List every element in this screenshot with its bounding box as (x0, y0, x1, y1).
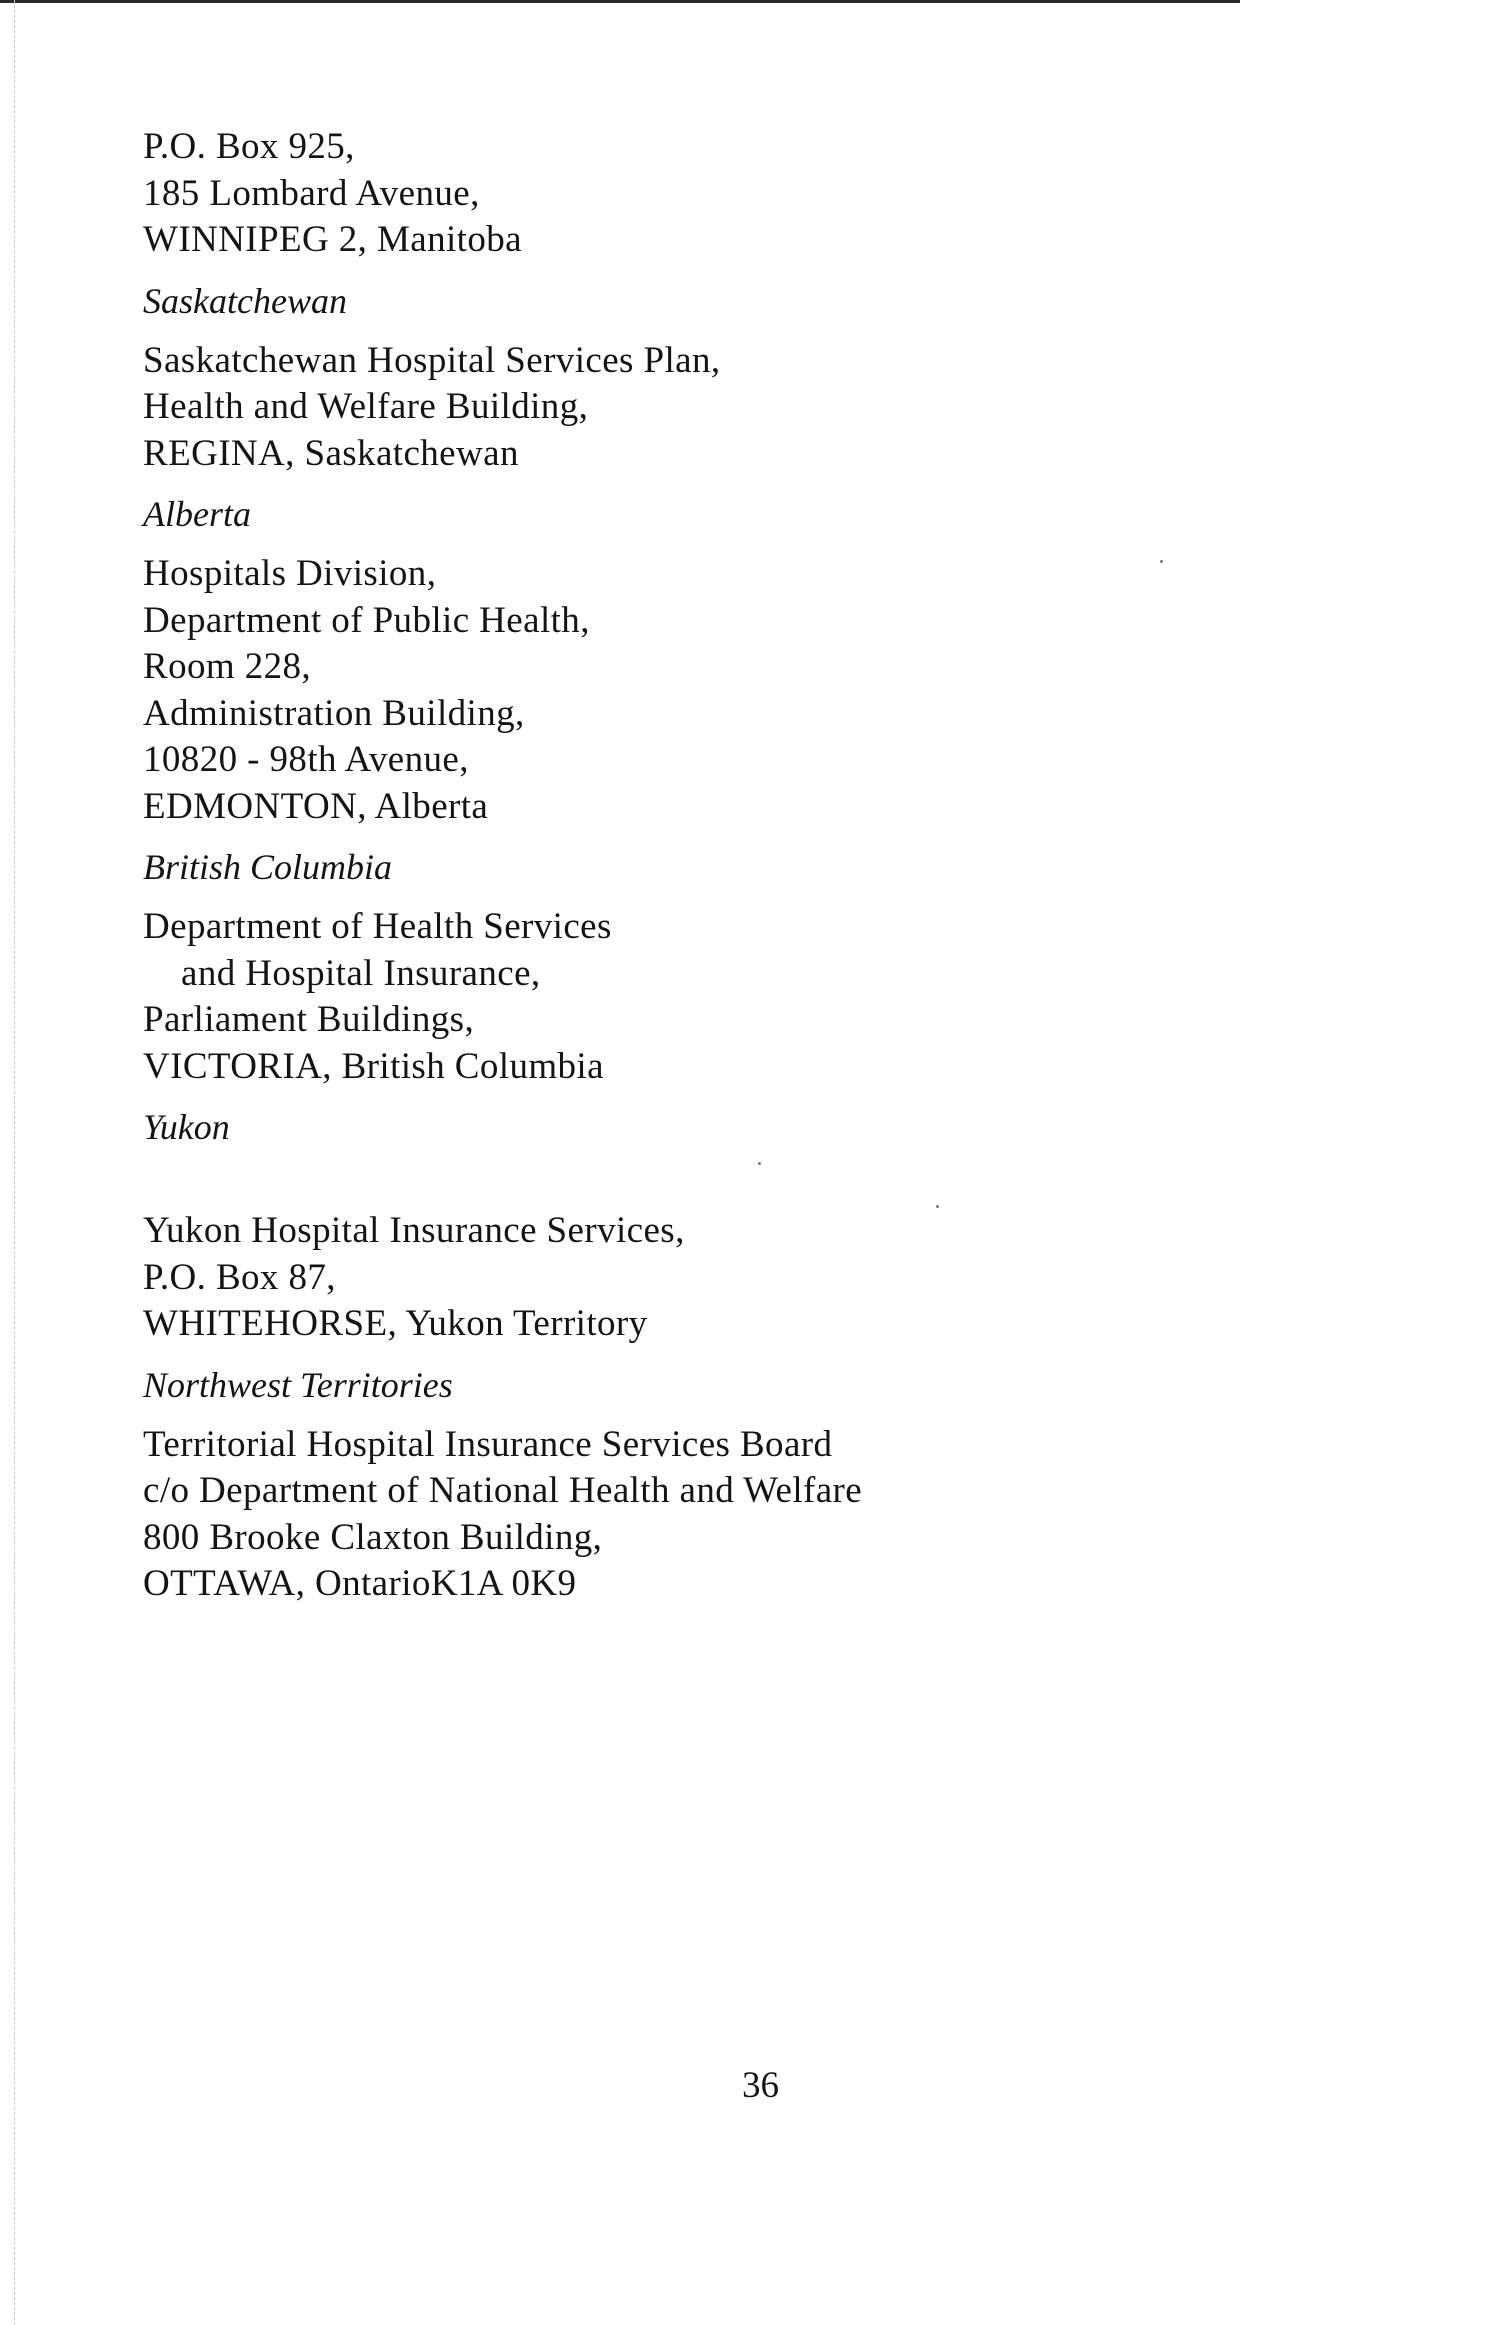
territory-heading: Northwest Territories (143, 1364, 453, 1405)
northwest-territories-section (143, 1362, 1343, 1608)
manitoba-address-continuation (143, 124, 1343, 264)
address-line: Room 228, (143, 646, 312, 687)
scan-speck (1160, 560, 1163, 563)
province-heading: Alberta (143, 494, 251, 534)
top-rule (0, 0, 1240, 3)
address-line: Saskatchewan Hospital Services Plan, (143, 339, 721, 381)
address-line: WHITEHORSE, Yukon Territory (143, 1303, 648, 1344)
address-line: Parliament Buildings, (143, 999, 475, 1040)
alberta-section (143, 491, 1343, 830)
address-line: OTTAWA, OntarioK1A 0K9 (143, 1563, 577, 1604)
scan-speck (758, 1162, 761, 1165)
address-line: Department of Health Services (143, 906, 612, 947)
address-line: Hospitals Division, (143, 553, 437, 594)
address-line: P.O. Box 925, (143, 126, 355, 167)
address-line: Administration Building, (143, 692, 525, 734)
address-list (143, 124, 1343, 1608)
address-line: 10820 - 98th Avenue, (143, 739, 469, 780)
address-line: Territorial Hospital Insurance Services Board (143, 1423, 833, 1465)
address-line: REGINA, Saskatchewan (143, 432, 519, 474)
scan-speck (936, 1205, 939, 1208)
british-columbia-section (143, 844, 1343, 1090)
address-line: VICTORIA, British Columbia (143, 1045, 604, 1087)
page-number: 36 (742, 2065, 779, 2106)
address-line: c/o Department of National Health and Welfare (143, 1470, 863, 1511)
address-line: Health and Welfare Building, (143, 386, 589, 427)
page-edge-scan-artifact (0, 0, 15, 2325)
address-line: WINNIPEG 2, Manitoba (143, 219, 522, 260)
address-line: Department of Public Health, (143, 599, 590, 641)
address-line: EDMONTON, Alberta (143, 785, 489, 827)
address-line: Yukon Hospital Insurance Services, (143, 1210, 685, 1251)
saskatchewan-section (143, 278, 1343, 478)
address-line: and Hospital Insurance, (181, 952, 541, 994)
address-line: 185 Lombard Avenue, (143, 172, 480, 214)
territory-heading: Yukon (143, 1107, 230, 1147)
province-heading: Saskatchewan (143, 280, 347, 321)
address-line: P.O. Box 87, (143, 1256, 336, 1298)
province-heading: British Columbia (143, 847, 393, 887)
yukon-section (143, 1104, 1343, 1348)
address-line: 800 Brooke Claxton Building, (143, 1516, 603, 1558)
